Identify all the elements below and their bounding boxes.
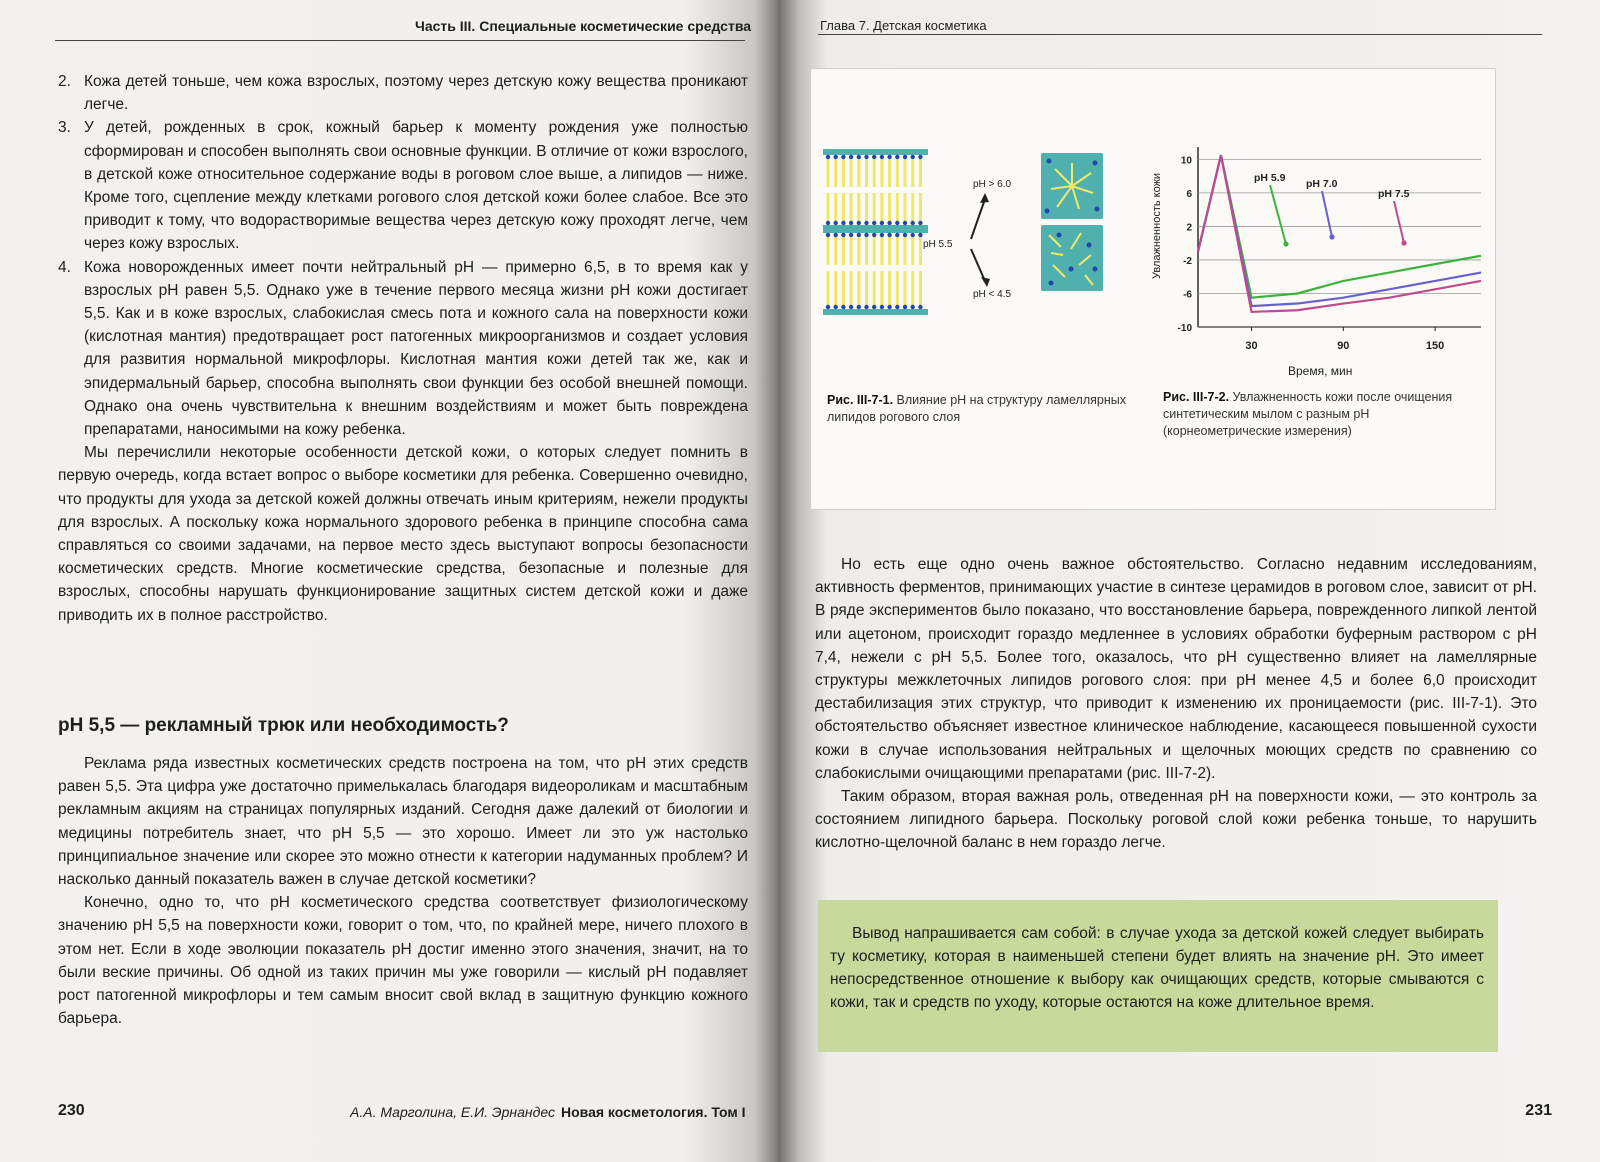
list-text: Кожа новорожденных имеет почти нейтральный pH — примерно 6,5, в то время как у взрослых pH равен 5,5. Однако уже в течение первого месяца жизни pH кожи достигает 5,5. Как и в коже взрослых, слабокислая смесь пота и кожного сала на поверхности кожи (кислотная мантия) предотвращает рост патогенных микроорганизмов и создает условия для развития нормальной микрофлоры. Кислотная мантия кожи детей так же, как и эпидермальный барьер, способна выполнять свои функции без особой внешней помощи. Однако она очень чувствительна к внешним воздействиям и может быть повреждена препаратами, наносимыми на кожу ребенка. [84,258,748,439]
figure1-caption-num: Рис. III-7-1. [827,393,894,407]
right-column [815,553,1537,855]
moisture-chart [1146,139,1491,384]
chart-ylabel: Увлажненность кожи [1151,172,1163,279]
chart-series-label: pH 7.5 [1378,188,1410,200]
ph-high-label: pH > 6.0 [973,179,1012,190]
callout-text: Вывод напрашивается сам собой: в случае ухода за детской кожей следует выбирать ту косметику, которая в наименьшей степени будет влиять на значение pH. Это имеет непосредственное отношение к выбору как очищающих средств, которые смываются с кожи, так и средств по уходу, которые остаются на коже длительное время. [830,925,1484,1011]
figure-box [810,68,1496,510]
ph-low-label: pH < 4.5 [973,289,1012,299]
footer-authors: А.А. Марголина, Е.И. Эрнандес [350,1104,555,1120]
ph-mid-label: pH 5.5 [923,239,953,250]
list-number: 3. [58,119,71,137]
section-heading-wrap [58,715,748,737]
conclusion-callout [818,900,1498,1052]
list-number: 2. [58,73,71,90]
figure1-caption-text: Влияние pH на структуру ламеллярных липидов рогового слоя [827,393,1126,424]
chart-x-tick-label: 90 [1337,340,1350,352]
list-text: Кожа детей тоньше, чем кожа взрослых, поэтому через детскую кожу вещества проникают легче. [84,73,748,114]
section-body [58,752,748,1030]
paragraph: Но есть еще одно очень важное обстоятельство. Согласно недавним исследованиям, активность ферментов, принимающих участие в синтезе церамидов в роговом слое, зависит от pH. В ряде экспериментов было показано, что восстановление барьера, поврежденного липкой лентой или ацетоном, происходит гораздо медленнее в условиях обработки буферным раствором с pH 7,4, нежели с pH 5,5. Более того, оказалось, что pH существенно влияет на ламеллярные структуры межклеточных липидов рогового слоя: при pH менее 4,5 и более 6,0 происходит дестабилизация этих структур, что приводит к изменению их проницаемости (рис. III-7-1). Это обстоятельство объясняет известное клиническое наблюдение, касающееся повышенной сухости кожи в случае использования нейтральных и щелочных моющих средств по сравнению со слабокислыми очищающими препаратами (рис. III-7-2). [815,556,1537,782]
list-number: 4. [58,258,71,276]
chart-series-line [1198,155,1481,306]
chart-y-tick-label: -10 [1177,323,1192,334]
chart-series-pointer [1322,191,1332,237]
list-item [58,70,748,116]
figure1-caption [827,392,1127,426]
header-rule [818,34,1542,35]
ph-arrows [923,169,1033,299]
right-page [778,0,1600,1162]
figure2-caption-text: Увлажненность кожи после очищения синтетическим мылом с разным pH (корнеометрические измерения) [1163,390,1453,438]
chart-series-label: pH 7.0 [1306,178,1338,190]
page-number-left: 230 [58,1102,85,1119]
lipid-bilayer-illustration [823,149,933,319]
chart-series-label: pH 5.9 [1254,172,1286,184]
chart-series-pointer-head [1283,241,1288,246]
chart-series-pointer [1394,201,1404,243]
list-item [58,256,748,442]
chart-series-pointer-head [1401,240,1406,245]
left-column [58,70,748,627]
paragraph: Мы перечислили некоторые особенности детской кожи, о которых следует помнить в первую очередь, когда встает вопрос о выборе косметики для ребенка. Совершенно очевидно, что продукты для ухода за детской кожей должны отвечать иным критериям, нежели продукты для взрослых. А поскольку кожа нормального здорового ребенка в принципе способна сама справляться со своими задачами, на первое место здесь выступают вопросы безопасности косметических средств. Многие косметические средства, безопасные и полезные для взрослых, способны нарушать функционирование защитных систем детской кожи и даже приводить их в полное расстройство. [58,444,748,624]
chart-x-tick-label: 30 [1245,340,1258,352]
list-item [58,116,748,255]
header-rule [55,40,745,41]
feature-list [58,70,748,441]
chart-y-tick-label: -6 [1183,289,1192,301]
footer-title: Новая косметология. Том I [561,1104,746,1120]
chart-y-tick-label: -2 [1183,255,1192,267]
paragraph: Таким образом, вторая важная роль, отведенная pH на поверхности кожи, — это контроль за состоянием липидного барьера. Поскольку роговой слой кожи ребенка тоньше, то нарушить кислотно-щелочной баланс в нем гораздо легче. [815,788,1537,852]
running-head-right: Глава 7. Детская косметика [820,18,987,33]
chart-series-pointer-head [1329,234,1334,239]
list-text: У детей, рожденных в срок, кожный барьер к моменту рождения уже полностью сформирован и способен выполнять свои основные функции. В отличие от кожи взрослого, в детской коже относительное содержание воды в роговом слое выше, а липидов — ниже. Кроме того, сцепление между клетками рогового слоя детской кожи более слабое. Все это приводит к тому, что водорастворимые вещества через детскую кожу проходят легче, чем через кожу взрослых. [84,119,748,253]
chart-xlabel: Время, мин [1288,364,1353,378]
micelle-high-ph [1041,153,1103,219]
figure2-caption-num: Рис. III-7-2. [1163,390,1230,404]
left-page [0,0,778,1162]
chart-series-pointer [1270,185,1286,244]
paragraph: Конечно, одно то, что pH косметического средства соответствует физиологическому значению pH 5,5 на поверхности кожи, говорит о том, что, по крайней мере, ничего плохого в этом нет. Если в ходе эволюции показатель pH достиг именно этого значения, значит, на то были веские причины. Об одной из таких причин мы уже говорили — кислый pH подавляет рост патогенной микрофлоры и тем самым вносит свой вклад в защитную функцию кожного барьера. [58,894,748,1028]
footer-book-title [350,1104,746,1120]
paragraph: Реклама ряда известных косметических средств построена на том, что pH этих средств равен 5,5. Эта цифра уже достаточно примелькалась благодаря видеороликам и масштабным рекламным акциям на страницах популярных изданий. Сегодня даже далекий от биологии и медицины потребитель знает, что pH 5,5 — это хорошо. Имеет ли это уж настолько принципиальное значение или скорее это можно отнести к категории надуманных проблем? И насколько данный показатель важен в случае детской косметики? [58,755,748,889]
figure2-caption [1163,389,1479,440]
chart-y-tick-label: 2 [1186,222,1192,234]
page-number-right: 231 [1525,1102,1552,1119]
chart-series-line [1198,155,1481,312]
section-heading: pH 5,5 — рекламный трюк или необходимость? [58,715,509,736]
chart-y-tick-label: 10 [1180,155,1192,167]
running-head-left: Часть III. Специальные косметические средства [415,18,752,34]
micelle-low-ph [1041,225,1103,291]
chart-x-tick-label: 150 [1425,340,1445,352]
chart-y-tick-label: 6 [1186,188,1192,200]
